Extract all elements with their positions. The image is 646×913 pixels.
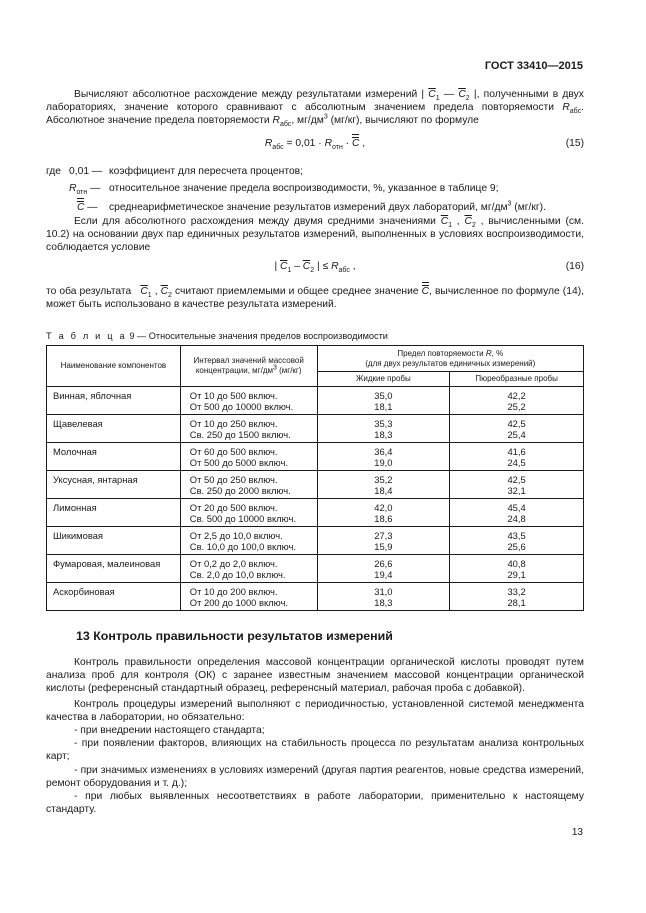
cell-component: Аскорбиновая <box>47 583 181 611</box>
header-liquid: Жидкие пробы <box>317 372 450 387</box>
header-component: Наименование компонентов <box>47 346 181 387</box>
formula-body: | $\overline{C}_1 - \overline{C}_2$ | ≤ $R_{абс}$ , <box>274 261 356 275</box>
list-item: - при значимых изменениях в условиях измерений (другая партия реагентов, новые средства измерений, ремонт оборудования и т. д.); <box>46 764 584 789</box>
table-row <box>47 387 584 415</box>
table-9 <box>46 345 584 611</box>
cell-component: Уксусная, янтарная <box>47 471 181 499</box>
cell-component: Щавелевая <box>47 415 181 443</box>
table-row <box>47 527 584 555</box>
definition-item: C — среднеарифметическое значение результатов измерений двух лабораторий, $мг/дм^3$ (мг/кг). <box>77 200 546 214</box>
table-row <box>47 499 584 527</box>
cell-puree: 45,4 24,8 <box>450 499 584 527</box>
list-item: - при появлении факторов, влияющих на стабильность процесса по результатам анализа контрольных карт; <box>46 738 584 763</box>
cell-component: Лимонная <box>47 499 181 527</box>
definition-item: $R_{отн}$ — относительное значение предела воспроизводимости, %, указанное в таблице 9; <box>69 183 499 197</box>
cell-interval: От 0,2 до 2,0 включ. Св. 2,0 до 10,0 включ. <box>180 555 317 583</box>
table-row <box>47 471 584 499</box>
section-13-body <box>46 656 584 816</box>
cell-interval: От 2,5 до 10,0 включ. Св. 10,0 до 100,0 включ. <box>180 527 317 555</box>
cell-component: Шикимовая <box>47 527 181 555</box>
cell-component: Фумаровая, малеиновая <box>47 555 181 583</box>
cell-puree: 43,5 25,6 <box>450 527 584 555</box>
cell-component: Винная, яблочная <box>47 387 181 415</box>
header-limit: Предел повторяемости R, % (для двух результатов единичных измерений) <box>317 346 583 372</box>
paragraph-text: Контроль процедуры измерений выполняют с периодичностью, установленной системой менеджмента качества в лаборатории, но обязательно: <box>46 698 584 723</box>
formula-body: $R_{абс} = 0,01 \cdot R_{отн} \cdot C$ , <box>264 138 366 152</box>
table-row <box>47 555 584 583</box>
cell-liquid: 35,3 18,3 <box>317 415 450 443</box>
cell-interval: От 10 до 500 включ. От 500 до 10000 включ. <box>180 387 317 415</box>
table-row <box>47 583 584 611</box>
symbol-c2: $\overline{C}$ <box>458 89 466 100</box>
symbol-r-abs: R <box>562 102 570 114</box>
cell-liquid: 31,0 18,3 <box>317 583 450 611</box>
list-item: - при любых выявленных несоответствиях в работе лаборатории, применительно к настоящему стандарту. <box>46 791 584 816</box>
header-interval: Интервал значений массовой концентрации, $мг/дм^3$ (мг/кг) <box>180 346 317 387</box>
cell-component: Молочная <box>47 443 181 471</box>
symbol-c-grand-mean: C <box>351 138 360 149</box>
table-body <box>47 387 584 611</box>
symbol-c1: $\overline{C}$ <box>428 89 436 100</box>
paragraph-text: Контроль правильности определения массовой концентрации органической кислоты проводят путем анализа проб для контроля (ОК) с заранее известным значением массовой концентрации органической кислоты (референсный стандартный образец, референсный материал, рабочая проба с добавкой). <box>46 657 584 695</box>
cell-puree: 42,5 25,4 <box>450 415 584 443</box>
header-puree: Пюреобразные пробы <box>450 372 584 387</box>
cell-puree: 40,8 29,1 <box>450 555 584 583</box>
formula-number: (16) <box>565 261 584 272</box>
formula-16 <box>46 260 584 274</box>
cell-liquid: 35,2 18,4 <box>317 471 450 499</box>
cell-liquid: 42,0 18,6 <box>317 499 450 527</box>
cell-puree: 41,6 24,5 <box>450 443 584 471</box>
paragraph-absolute-difference <box>46 88 584 128</box>
formula-number: (15) <box>565 138 584 149</box>
cell-interval: От 50 до 250 включ. Св. 250 до 2000 включ. <box>180 471 317 499</box>
cell-puree: 42,2 25,2 <box>450 387 584 415</box>
paragraph-condition <box>46 215 584 255</box>
paragraph-text: Вычисляют абсолютное расхождение между результатами измерений | $\overline{C}_1$ — $\overline{C}_2$ |, полученными в двух лабораториях, значение которого сравнивают с абсолютным значением предела повторяемости $R_{абс}$. Абсолютное значение предела повторяемости $R_{абс}$, $мг/дм^3$ (мг/кг), вычисляют по формуле <box>46 89 584 129</box>
definitions-list <box>46 165 584 215</box>
paragraph-text: Если для абсолютного расхождения между двумя средними значениями $\overline{C}_1$ , $\overline{C}_2$ , вычисленными (см. 10.2) на основании двух пар единичных результатов измерений, выполненных в условиях воспроизводимости, соблюдается условие <box>46 216 584 254</box>
table-row <box>47 415 584 443</box>
cell-liquid: 36,4 19,0 <box>317 443 450 471</box>
page-number: 13 <box>571 827 583 838</box>
standard-header: ГОСТ 33410—2015 <box>484 60 583 72</box>
cell-interval: От 20 до 500 включ. Св. 500 до 10000 включ. <box>180 499 317 527</box>
cell-liquid: 26,6 19,4 <box>317 555 450 583</box>
cell-liquid: 27,3 15,9 <box>317 527 450 555</box>
table-caption: Т а б л и ц а 9 — Относительные значения пределов воспроизводимости <box>46 331 388 341</box>
cell-interval: От 60 до 500 включ. От 500 до 5000 включ. <box>180 443 317 471</box>
paragraph-acceptance <box>46 285 584 311</box>
list-item: - при внедрении настоящего стандарта; <box>74 725 265 737</box>
section-heading: 13 Контроль правильности результатов измерений <box>76 629 393 643</box>
definition-item: где 0,01 — коэффициент для пересчета процентов; <box>46 166 303 177</box>
table-row <box>47 443 584 471</box>
formula-15 <box>46 137 584 151</box>
cell-puree: 42,5 32,1 <box>450 471 584 499</box>
cell-puree: 33,2 28,1 <box>450 583 584 611</box>
cell-interval: От 10 до 250 включ. Св. 250 до 1500 включ. <box>180 415 317 443</box>
paragraph-text: то оба результата $\overline{C}_1$ , $\overline{C}_2$ считают приемлемыми и общее среднее значение C, вычисленное по формуле (14), может быть использовано в качестве результата измерений. <box>46 286 584 311</box>
cell-liquid: 35,0 18,1 <box>317 387 450 415</box>
cell-interval: От 10 до 200 включ. От 200 до 1000 включ. <box>180 583 317 611</box>
